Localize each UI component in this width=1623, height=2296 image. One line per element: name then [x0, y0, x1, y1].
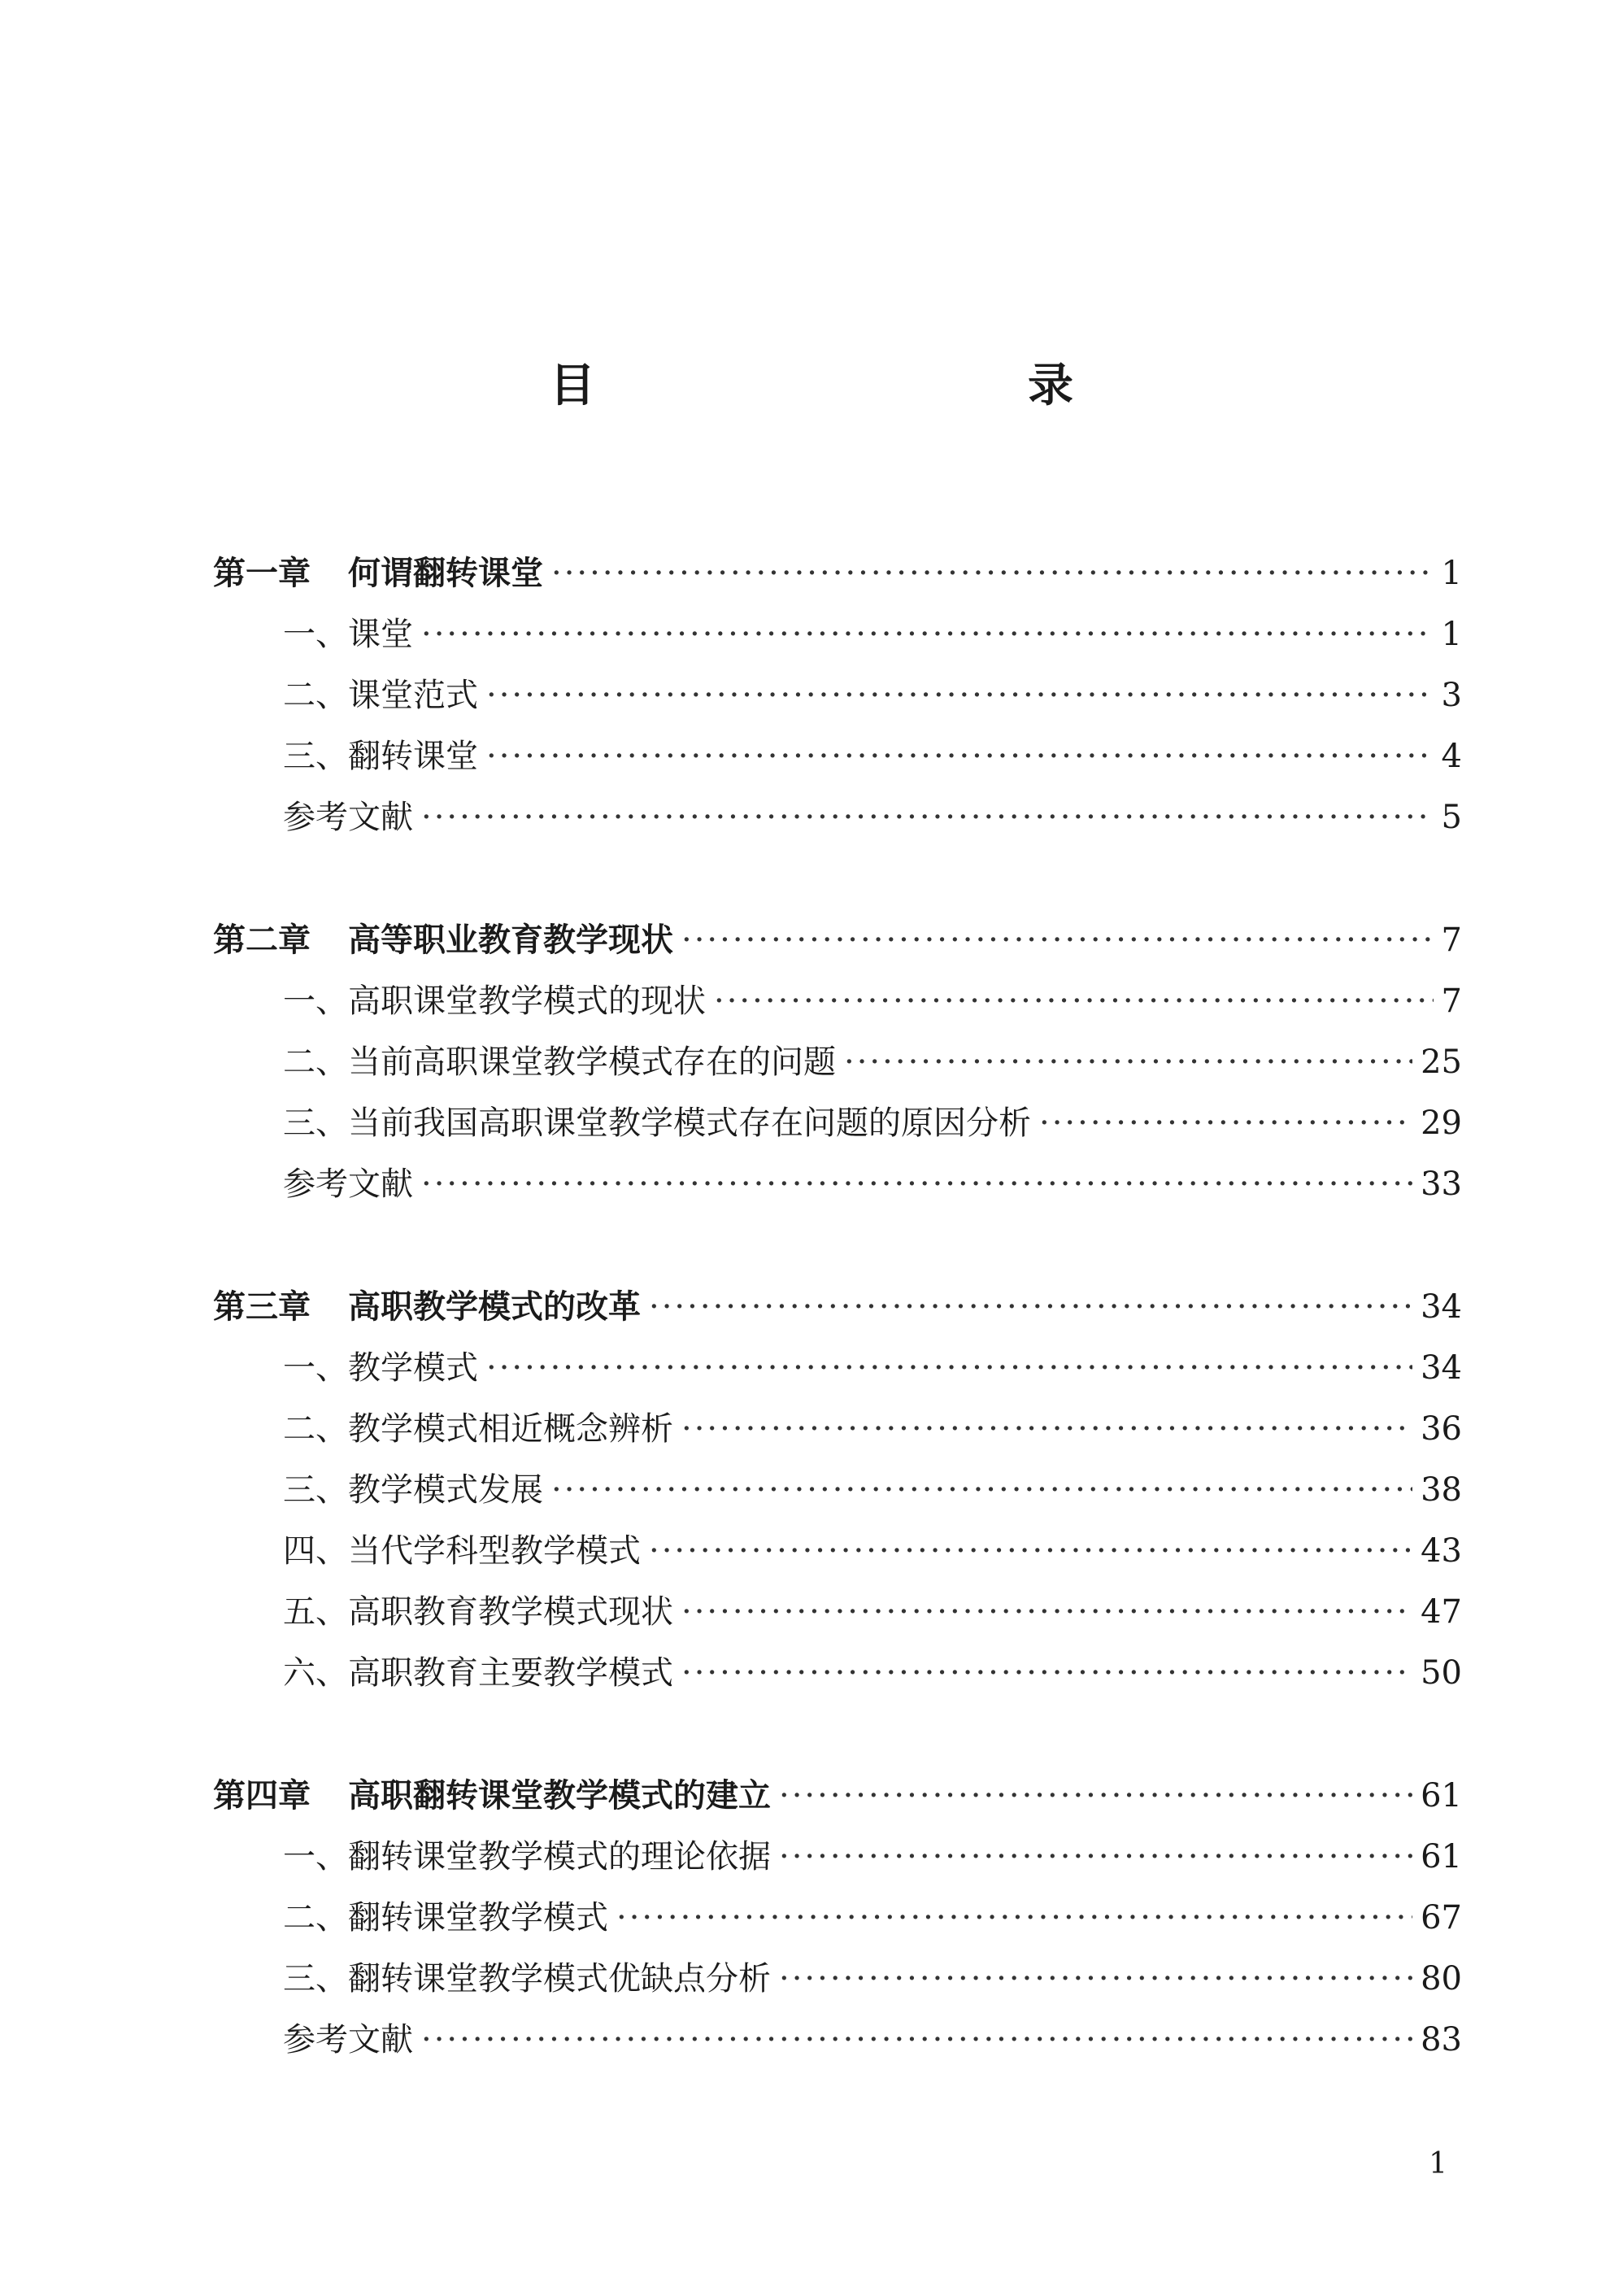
- page-number: 43: [1421, 1532, 1462, 1570]
- toc-entry-section[interactable]: [213, 1521, 1462, 1582]
- chapter-title: 高等职业教育教学现状: [348, 921, 673, 959]
- chapter-number: 第二章: [213, 921, 311, 959]
- dot-leader: [421, 787, 1434, 848]
- section-title: 二、翻转课堂教学模式: [283, 1899, 608, 1937]
- toc-entry-section[interactable]: [213, 1093, 1462, 1154]
- toc-entry-section[interactable]: [213, 1032, 1462, 1093]
- toc-entry-section[interactable]: [213, 1888, 1462, 1949]
- page-number: 7: [1441, 982, 1462, 1020]
- toc-entry-section[interactable]: [213, 1949, 1462, 2010]
- dot-leader: [421, 604, 1434, 665]
- toc-entry-section[interactable]: [213, 1827, 1462, 1888]
- page-number: 3: [1441, 677, 1462, 714]
- toc-entry-references[interactable]: [213, 1154, 1462, 1215]
- dot-leader: [714, 971, 1434, 1032]
- toc-entry-section[interactable]: [213, 726, 1462, 787]
- dot-leader: [421, 2010, 1412, 2071]
- page-number: 7: [1441, 921, 1462, 959]
- toc-entry-chapter[interactable]: [213, 1277, 1462, 1338]
- page-number: 5: [1441, 799, 1462, 836]
- section-title: 三、当前我国高职课堂教学模式存在问题的原因分析: [283, 1104, 1031, 1142]
- section-title: 二、教学模式相近概念辨析: [283, 1410, 673, 1448]
- toc-entry-section[interactable]: [213, 1338, 1462, 1399]
- dot-leader: [486, 665, 1434, 726]
- section-title: 参考文献: [283, 2021, 413, 2059]
- page-number: 38: [1421, 1471, 1462, 1509]
- page-number: 29: [1421, 1104, 1462, 1142]
- page-number: 67: [1421, 1899, 1462, 1937]
- page-number: 83: [1421, 2021, 1462, 2059]
- section-title: 三、翻转课堂教学模式优缺点分析: [283, 1960, 771, 1998]
- section-title: 四、当代学科型教学模式: [283, 1532, 641, 1570]
- dot-leader: [486, 1338, 1412, 1399]
- dot-leader: [421, 1154, 1412, 1215]
- section-title: 五、高职教育教学模式现状: [283, 1593, 673, 1631]
- page-number: 80: [1421, 1960, 1462, 1998]
- toc-entry-section[interactable]: [213, 1460, 1462, 1521]
- chapter-1: [213, 543, 1462, 848]
- page-number: 34: [1421, 1288, 1462, 1326]
- toc-entry-section[interactable]: [213, 665, 1462, 726]
- section-title: 二、当前高职课堂教学模式存在的问题: [283, 1043, 836, 1081]
- dot-leader: [779, 1827, 1412, 1888]
- toc-entry-section[interactable]: [213, 971, 1462, 1032]
- section-title: 三、翻转课堂: [283, 738, 478, 775]
- chapter-number: 第一章: [213, 555, 311, 592]
- page-number: 47: [1421, 1593, 1462, 1631]
- table-of-contents: [213, 543, 1462, 2133]
- chapter-number: 第三章: [213, 1288, 311, 1326]
- toc-title: 目 录: [550, 359, 1187, 412]
- chapter-title: 何谓翻转课堂: [348, 555, 543, 592]
- page-number: 4: [1441, 738, 1462, 775]
- page-number: 61: [1421, 1777, 1462, 1815]
- section-title: 一、翻转课堂教学模式的理论依据: [283, 1838, 771, 1876]
- toc-entry-section[interactable]: [213, 1582, 1462, 1643]
- page-number: 36: [1421, 1410, 1462, 1448]
- page-folio: 1: [1429, 2147, 1447, 2181]
- chapter-3: [213, 1277, 1462, 1704]
- dot-leader: [649, 1521, 1412, 1582]
- section-title: 一、课堂: [283, 616, 413, 653]
- dot-leader: [681, 910, 1434, 971]
- dot-leader: [681, 1582, 1412, 1643]
- page-number: 34: [1421, 1349, 1462, 1387]
- section-title: 参考文献: [283, 1165, 413, 1203]
- page-number: 25: [1421, 1043, 1462, 1081]
- toc-entry-chapter[interactable]: [213, 1766, 1462, 1827]
- chapter-4: [213, 1766, 1462, 2071]
- dot-leader: [616, 1888, 1412, 1949]
- page-number: 50: [1421, 1654, 1462, 1692]
- section-title: 三、教学模式发展: [283, 1471, 543, 1509]
- dot-leader: [551, 543, 1434, 604]
- toc-entry-section[interactable]: [213, 1399, 1462, 1460]
- toc-entry-section[interactable]: [213, 604, 1462, 665]
- page-number: 1: [1441, 555, 1462, 592]
- dot-leader: [486, 726, 1434, 787]
- dot-leader: [1039, 1093, 1412, 1154]
- dot-leader: [779, 1949, 1412, 2010]
- chapter-2: [213, 910, 1462, 1215]
- toc-entry-references[interactable]: [213, 2010, 1462, 2071]
- section-title: 二、课堂范式: [283, 677, 478, 714]
- dot-leader: [681, 1643, 1412, 1704]
- dot-leader: [779, 1766, 1412, 1827]
- page-number: 61: [1421, 1838, 1462, 1876]
- dot-leader: [844, 1032, 1412, 1093]
- toc-entry-chapter[interactable]: [213, 543, 1462, 604]
- section-title: 一、高职课堂教学模式的现状: [283, 982, 706, 1020]
- page-number: 1: [1441, 616, 1462, 653]
- chapter-number: 第四章: [213, 1777, 311, 1815]
- toc-entry-section[interactable]: [213, 1643, 1462, 1704]
- chapter-title: 高职教学模式的改革: [348, 1288, 641, 1326]
- section-title: 参考文献: [283, 799, 413, 836]
- toc-entry-references[interactable]: [213, 787, 1462, 848]
- section-title: 六、高职教育主要教学模式: [283, 1654, 673, 1692]
- chapter-title: 高职翻转课堂教学模式的建立: [348, 1777, 771, 1815]
- section-title: 一、教学模式: [283, 1349, 478, 1387]
- dot-leader: [649, 1277, 1412, 1338]
- toc-entry-chapter[interactable]: [213, 910, 1462, 971]
- page-number: 33: [1421, 1165, 1462, 1203]
- dot-leader: [551, 1460, 1412, 1521]
- dot-leader: [681, 1399, 1412, 1460]
